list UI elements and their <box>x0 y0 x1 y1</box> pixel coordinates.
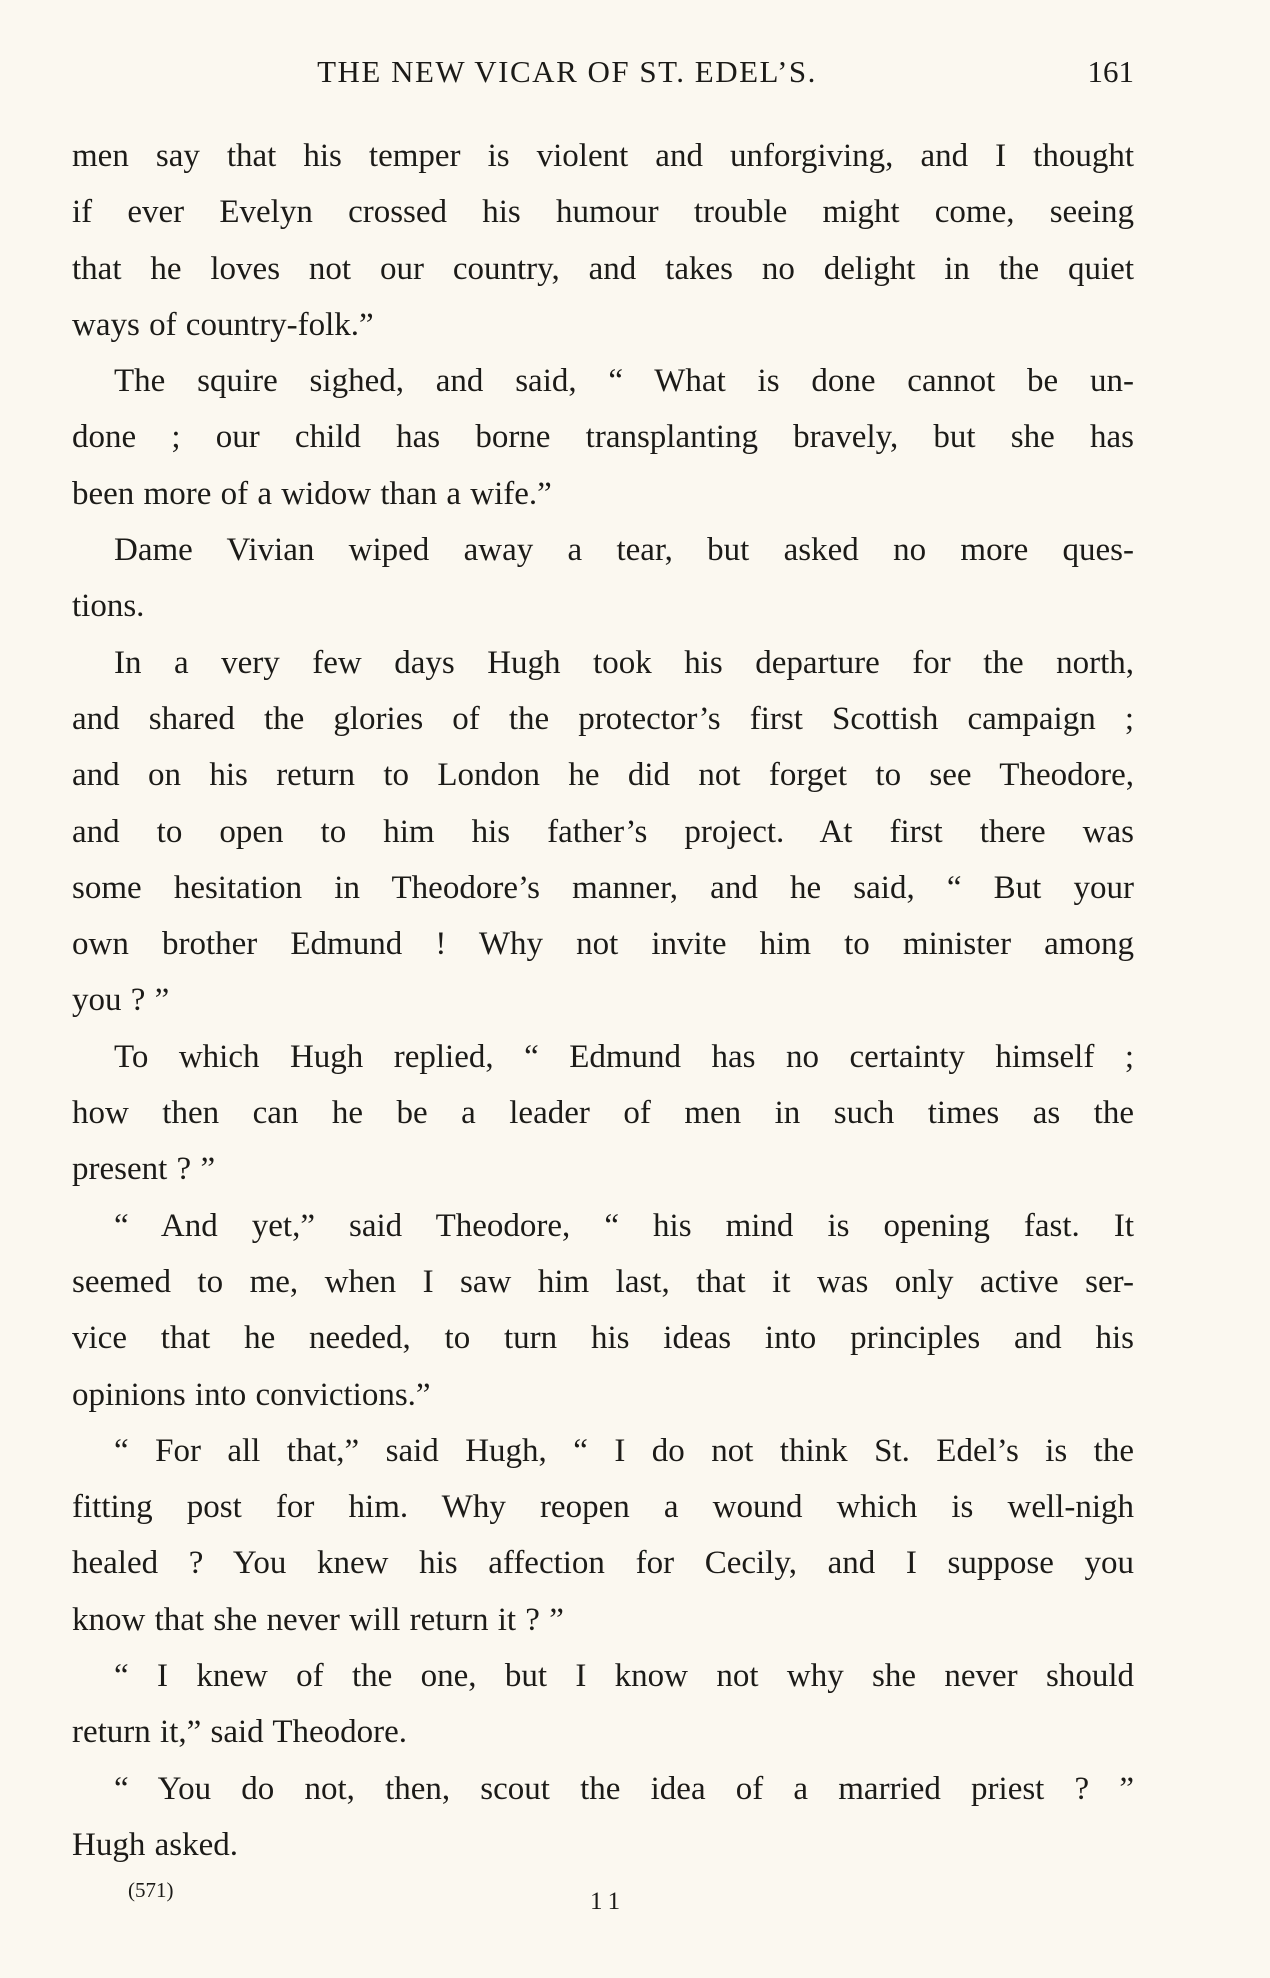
text-line: if ever Evelyn crossed his humour trouble might come, seeing <box>72 194 1134 231</box>
text-line: men say that his temper is violent and unforgiving, and I thought <box>72 138 1134 174</box>
text-line: present ? ” <box>72 1151 216 1188</box>
text-line: “ For all that,” said Hugh, “ I do not think St. Edel’s is the <box>114 1432 1134 1469</box>
page-number: 161 <box>1087 54 1134 89</box>
running-head <box>72 50 1134 94</box>
text-line: and to open to him his father’s project. At first there was <box>72 813 1134 850</box>
text-line: and shared the glories of the protector’s first Scottish campaign ; <box>72 700 1134 737</box>
text-line: seemed to me, when I saw him last, that it was only active ser- <box>72 1263 1134 1300</box>
text-line: some hesitation in Theodore’s manner, and he said, “ But your <box>72 869 1134 906</box>
text-line: Dame Vivian wiped away a tear, but asked no more ques- <box>114 532 1134 569</box>
text-line: healed ? You knew his affection for Cecily, and I suppose you <box>72 1545 1134 1582</box>
text-line: opinions into convictions.” <box>72 1376 431 1413</box>
text-line: and on his return to London he did not forget to see Theodore, <box>72 757 1134 794</box>
text-line: vice that he needed, to turn his ideas into principles and his <box>72 1320 1134 1357</box>
text-line: To which Hugh replied, “ Edmund has no certainty himself ; <box>114 1038 1134 1075</box>
text-line: fitting post for him. Why reopen a wound which is well-nigh <box>72 1489 1134 1526</box>
text-line: done ; our child has borne transplanting bravely, but she has <box>72 419 1134 456</box>
text-line: “ I knew of the one, but I know not why she never should <box>114 1658 1134 1695</box>
text-line: ways of country-folk.” <box>72 306 374 343</box>
text-line: Hugh asked. <box>72 1826 238 1863</box>
text-line: In a very few days Hugh took his departure for the north, <box>114 644 1134 681</box>
text-line: return it,” said Theodore. <box>72 1714 408 1751</box>
text-line: “ And yet,” said Theodore, “ his mind is opening fast. It <box>114 1207 1134 1244</box>
text-line: you ? ” <box>72 982 170 1019</box>
running-title: THE NEW VICAR OF ST. EDEL’S. <box>317 54 817 89</box>
text-line: that he loves not our country, and takes no delight in the quiet <box>72 250 1134 287</box>
text-line: “ You do not, then, scout the idea of a married priest ? ” <box>114 1770 1134 1807</box>
signature-mark: (571) <box>128 1878 174 1902</box>
text-line: know that she never will return it ? ” <box>72 1601 564 1638</box>
text-body <box>72 128 1134 1873</box>
text-line: The squire sighed, and said, “ What is done cannot be un- <box>114 363 1134 400</box>
text-line: been more of a widow than a wife.” <box>72 475 552 512</box>
text-line: own brother Edmund ! Why not invite him to minister among <box>72 926 1134 963</box>
text-line: how then can he be a leader of men in such times as the <box>72 1095 1134 1132</box>
text-line: tions. <box>72 588 145 625</box>
gathering-mark: 11 <box>590 1888 627 1915</box>
